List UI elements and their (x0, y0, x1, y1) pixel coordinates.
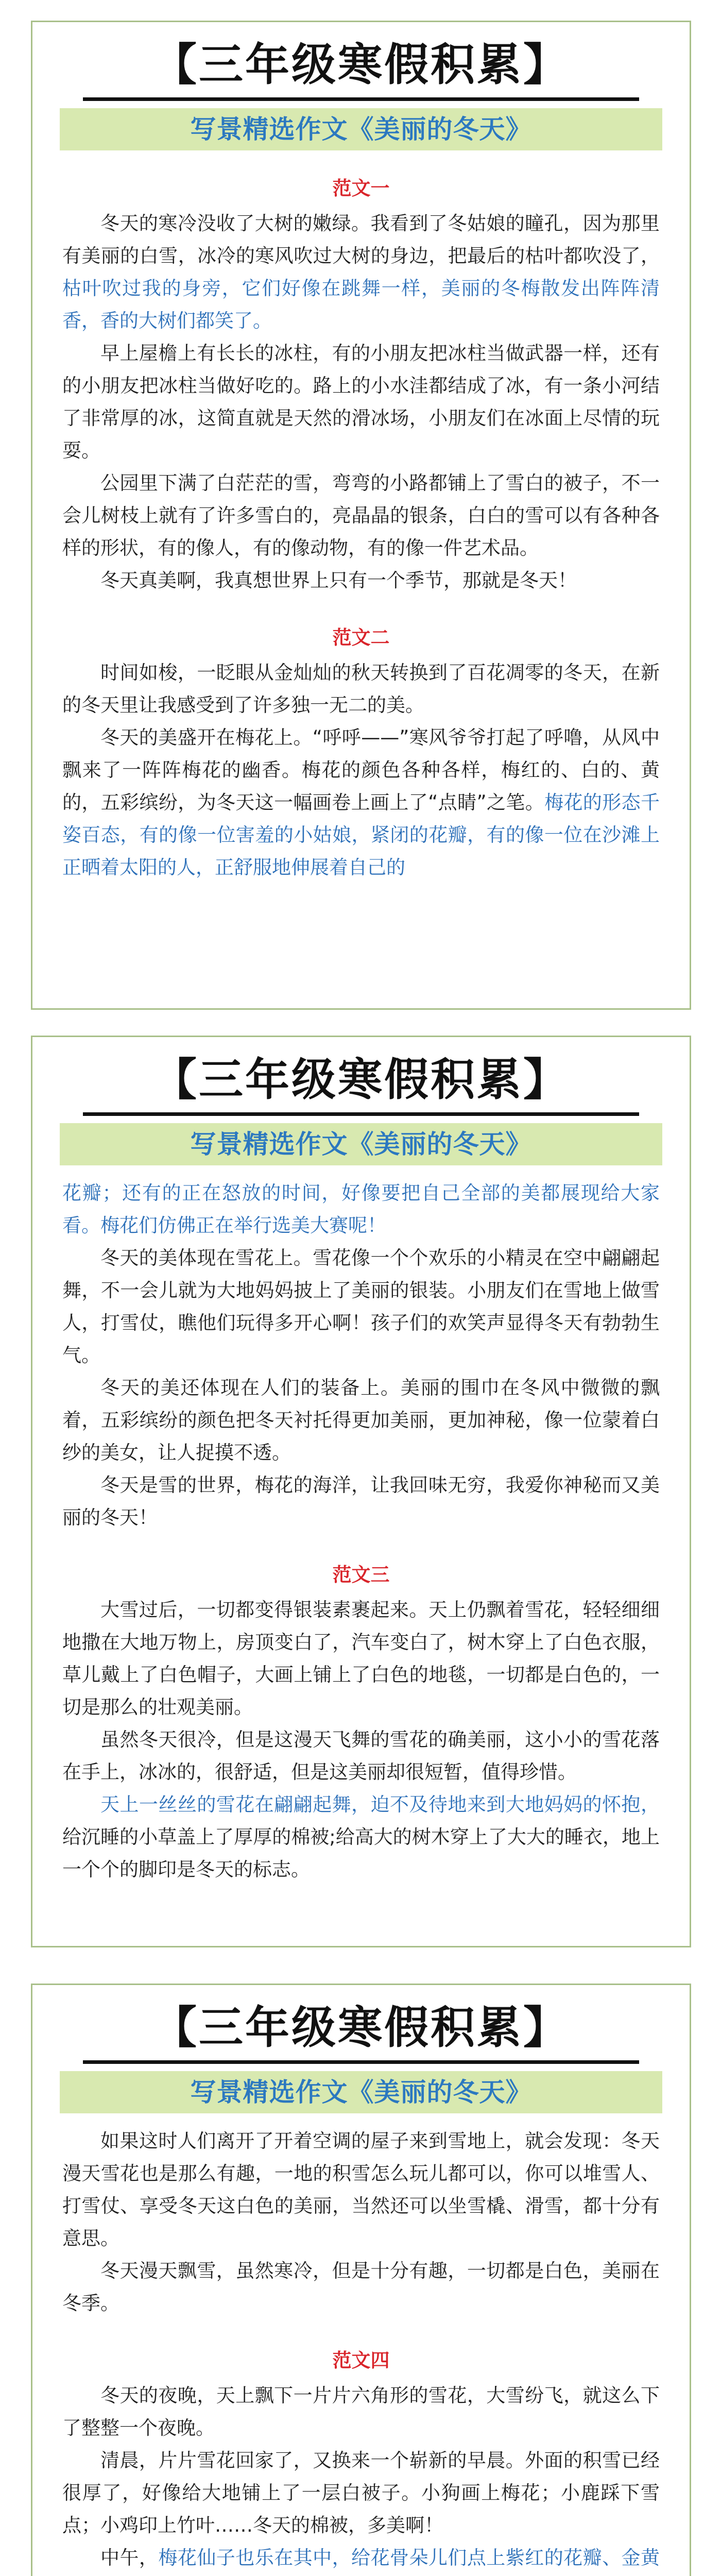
subtitle-bar: 写景精选作文《美丽的冬天》 (60, 2071, 662, 2113)
highlight-text: 梅花仙子也乐在其中，给花骨朵儿们点上紫红的花瓣、金黄 (158, 2547, 660, 2569)
paragraph: 冬天的夜晚，天上飘下一片片六角形的雪花，大雪纷飞，就这么下了整整一个夜晚。 (62, 2384, 660, 2439)
highlight-paragraph: 花瓣；还有的正在怒放的时间，好像要把自己全部的美都展现给大家看。梅花们仿佛正在举行选美大赛呢！ (62, 1182, 660, 1236)
card-title: 【三年级寒假积累】 (152, 2002, 570, 2054)
title-underline (83, 97, 639, 101)
paragraph: 大雪过后，一切都变得银装素裹起来。天上仍飘着雪花，轻轻细细地撒在大地万物上，房顶变白了，汽车变白了，树木穿上了白色衣服，草儿戴上了白色帽子，大画上铺上了白色的地毯，一切都是白色的，一切是那么的壮观美丽。 (62, 1599, 660, 1718)
paragraph: 冬天真美啊，我真想世界上只有一个季节，那就是冬天！ (100, 569, 577, 591)
highlight-text: 枯叶吹过我的身旁，它们好像在跳舞一样，美丽的冬梅散发出阵阵清香，香的大树们都笑了。 (62, 277, 660, 332)
card-body (32, 2113, 690, 2576)
subtitle-bar: 写景精选作文《美丽的冬天》 (60, 108, 662, 150)
article-card-1 (31, 21, 691, 1010)
spacer (62, 597, 660, 611)
card-title: 【三年级寒假积累】 (152, 1054, 570, 1106)
article-card-2 (31, 1036, 691, 1947)
paragraph: 早上屋檐上有长长的冰柱，有的小朋友把冰柱当做武器一样，还有的小朋友把冰柱当做好吃的。路上的小水洼都结成了冰，有一条小河结了非常厚的冰，这简直就是天然的滑冰场，小朋友们在冰面上尽情的玩耍。 (62, 342, 660, 462)
essay-heading: 范文四 (332, 2349, 390, 2371)
spacer (62, 1534, 660, 1548)
highlight-text: 天上一丝丝的雪花在翩翩起舞，迫不及待地来到大地妈妈的怀抱， (100, 1793, 660, 1816)
paragraph-text: 给沉睡的小草盖上了厚厚的棉被;给高大的树木穿上了大大的睡衣，地上一个个的脚印是冬天的标志。 (62, 1826, 660, 1880)
spacer (62, 2319, 660, 2334)
title-underline (83, 2060, 639, 2064)
highlight-text: 梅花的形态千姿百态，有的像一位害羞的小姑娘，紧闭的花瓣，有的像一位在沙滩上正晒着太阳的人，正舒服地伸展着自己的 (62, 791, 660, 878)
title-underline (83, 1112, 639, 1116)
paragraph: 虽然冬天很冷，但是这漫天飞舞的雪花的确美丽，这小小的雪花落在手上，冰冰的，很舒适，但是这美丽却很短暂，值得珍惜。 (62, 1728, 660, 1783)
paragraph (62, 2541, 660, 2576)
paragraph-text: 中午， (100, 2547, 159, 2569)
card-body (32, 150, 690, 884)
paragraph: 时间如梭，一眨眼从金灿灿的秋天转换到了百花凋零的冬天，在新的冬天里让我感受到了许多独一无二的美。 (62, 662, 660, 716)
card-body (32, 1165, 690, 1886)
essay-heading: 范文三 (332, 1564, 390, 1586)
paragraph (62, 1788, 660, 1886)
essay-heading: 范文二 (332, 626, 390, 649)
paragraph-text: 冬天的美盛开在梅花上。“呼呼——”寒风爷爷打起了呼噜，从风中飘来了一阵阵梅花的幽香。梅花的颜色各种各样，梅红的、白的、黄的，五彩缤纷，为冬天这一幅画卷上画上了“点睛”之笔。 (62, 726, 660, 814)
subtitle-bar: 写景精选作文《美丽的冬天》 (60, 1123, 662, 1165)
paragraph: 冬天的美还体现在人们的装备上。美丽的围巾在冬风中微微的飘着，五彩缤纷的颜色把冬天衬托得更加美丽，更加神秘，像一位蒙着白纱的美女，让人捉摸不透。 (62, 1377, 660, 1464)
essay-heading: 范文一 (332, 177, 390, 199)
paragraph (62, 721, 660, 884)
paragraph: 冬天是雪的世界，梅花的海洋，让我回味无穷，我爱你神秘而又美丽的冬天！ (62, 1474, 660, 1529)
paragraph (62, 207, 660, 337)
paragraph: 清晨，片片雪花回家了，又换来一个崭新的早晨。外面的积雪已经很厚了，好像给大地铺上了一层白被子。小狗画上梅花；小鹿踩下雪点；小鸡印上竹叶……冬天的棉被，多美啊！ (62, 2449, 660, 2536)
paragraph: 冬天的美体现在雪花上。雪花像一个个欢乐的小精灵在空中翩翩起舞，不一会儿就为大地妈妈披上了美丽的银装。小朋友们在雪地上做雪人，打雪仗，瞧他们玩得多开心啊！孩子们的欢笑声显得冬天有勃勃生气。 (62, 1247, 660, 1366)
card-title: 【三年级寒假积累】 (152, 39, 570, 91)
paragraph: 冬天漫天飘雪，虽然寒冷，但是十分有趣，一切都是白色，美丽在冬季。 (62, 2260, 660, 2314)
paragraph: 公园里下满了白茫茫的雪，弯弯的小路都铺上了雪白的被子，不一会儿树枝上就有了许多雪白的，亮晶晶的银条，白白的雪可以有各种各样的形状，有的像人，有的像动物，有的像一件艺术品。 (62, 472, 660, 559)
paragraph-text: 冬天的寒冷没收了大树的嫩绿。我看到了冬姑娘的瞳孔，因为那里有美丽的白雪，冰冷的寒风吹过大树的身边，把最后的枯叶都吹没了， (62, 212, 660, 267)
article-card-3 (31, 1984, 691, 2576)
paragraph: 如果这时人们离开了开着空调的屋子来到雪地上，就会发现：冬天漫天雪花也是那么有趣，一地的积雪怎么玩儿都可以，你可以堆雪人、打雪仗、享受冬天这白色的美丽，当然还可以坐雪橇、滑雪，都十分有意思。 (62, 2130, 660, 2249)
